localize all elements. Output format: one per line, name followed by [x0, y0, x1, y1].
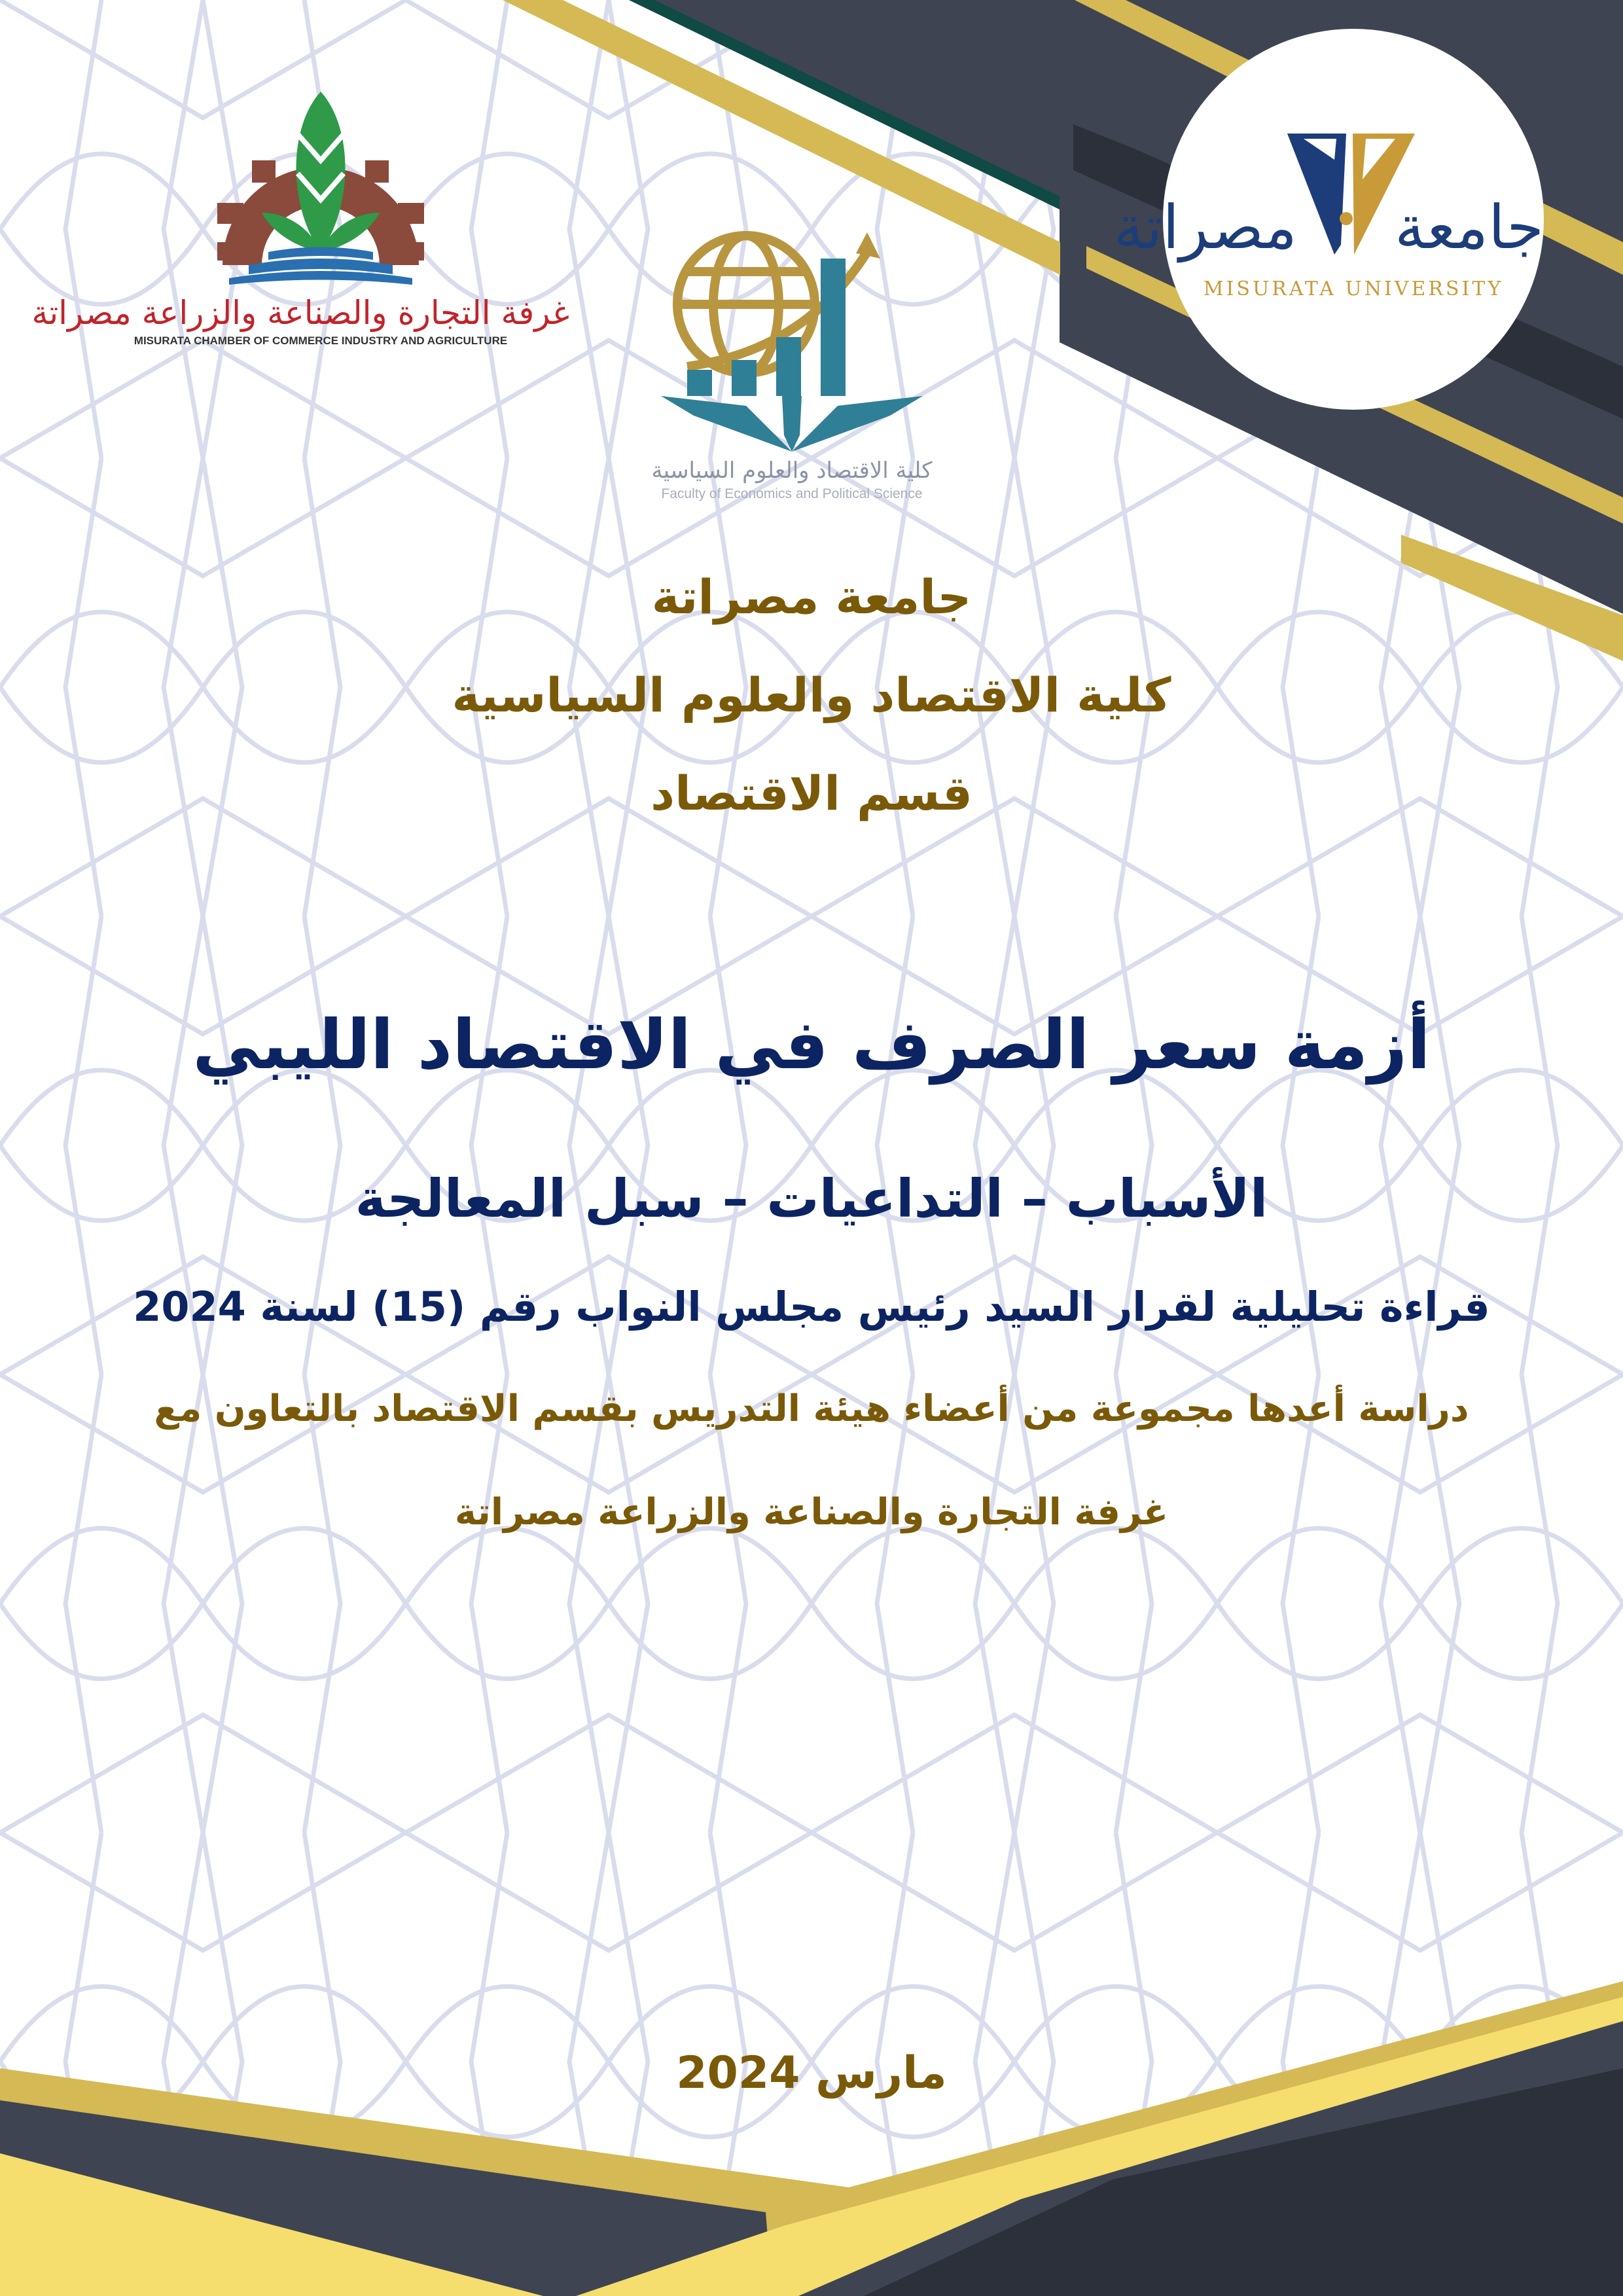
department-name: قسم الاقتصاد — [651, 766, 972, 821]
document-subtitle: الأسباب – التداعيات – سبل المعالجة — [355, 1168, 1268, 1229]
gear-leaf-icon — [72, 88, 569, 285]
decision-reading-line: قراءة تحليلية لقرار السيد رئيس مجلس النواب رقم (15) لسنة 2024 — [133, 1283, 1490, 1331]
faculty-logo-english: Faculty of Economics and Political Science — [661, 486, 923, 501]
document-title: أزمة سعر الصرف في الاقتصاد الليبي — [192, 1005, 1431, 1085]
chamber-line: غرفة التجارة والصناعة والزراعة مصراتة — [454, 1491, 1169, 1534]
globe-chart-book-icon — [648, 219, 936, 455]
university-logo-arabic: جامعة مصراتة — [1113, 192, 1544, 262]
chamber-logo — [31, 88, 569, 350]
authors-line: دراسة أعدها مجموعة من أعضاء هيئة التدريس بقسم الاقتصاد بالتعاون مع — [154, 1388, 1469, 1430]
faculty-logo — [648, 219, 936, 533]
publication-date: مارس 2024 — [676, 2047, 947, 2099]
university-logo — [1113, 29, 1544, 410]
faculty-logo-arabic: كلية الاقتصاد والعلوم السياسية — [651, 457, 933, 484]
university-name: جامعة مصراتة — [651, 569, 972, 624]
chamber-logo-arabic: غرفة التجارة والصناعة والزراعة مصراتة — [31, 294, 569, 332]
university-logo-english: MISURATA UNIVERSITY — [1203, 278, 1504, 300]
faculty-name: كلية الاقتصاد والعلوم السياسية — [452, 668, 1171, 723]
chamber-logo-english: MISURATA CHAMBER OF COMMERCE INDUSTRY AND AGRICULTURE — [134, 334, 508, 347]
